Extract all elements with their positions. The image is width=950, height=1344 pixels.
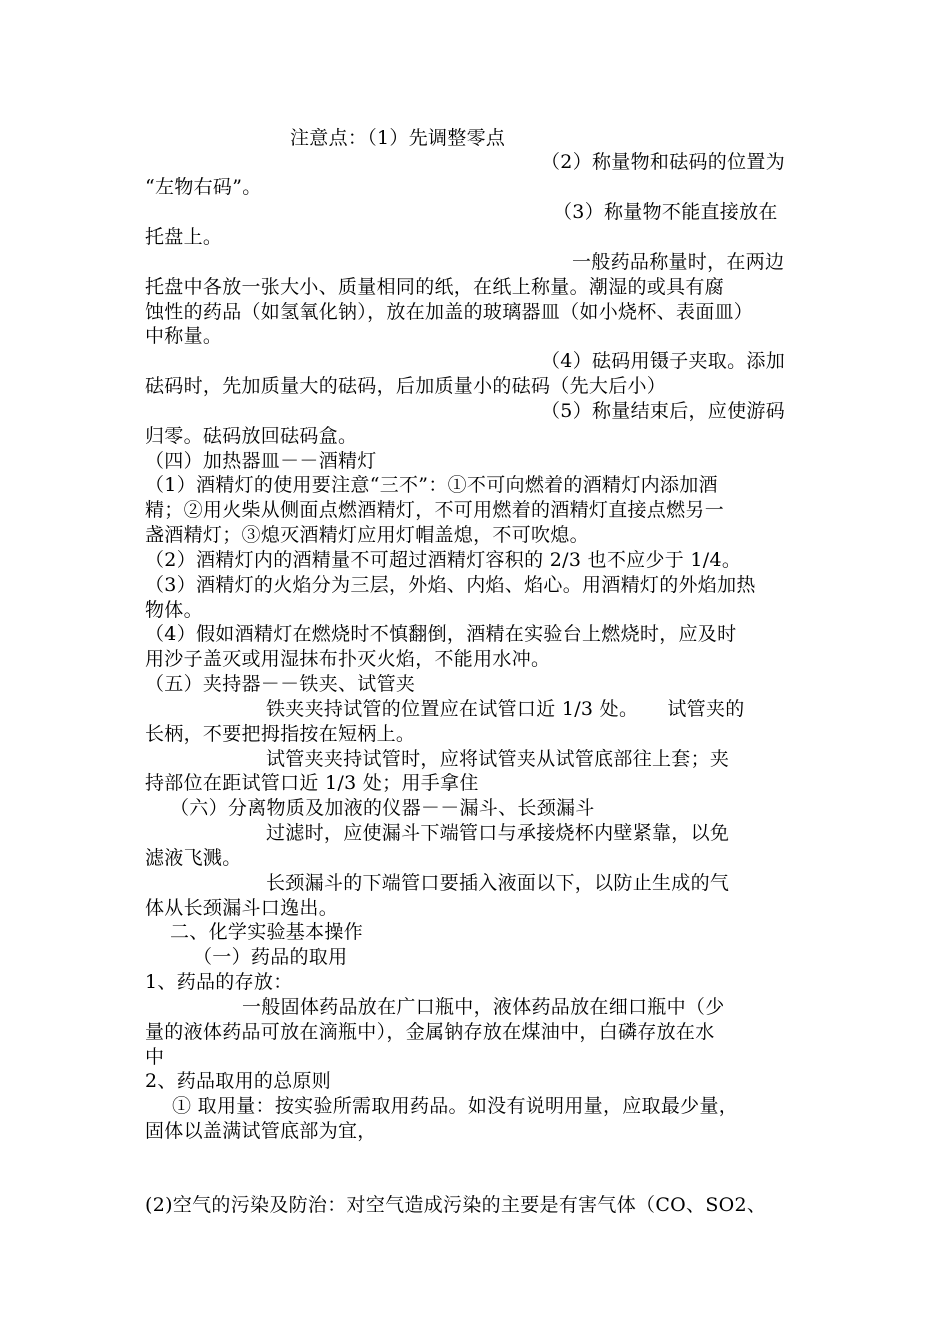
text-line: 滤液飞溅。: [145, 847, 242, 869]
text-line: 二、化学实验基本操作: [170, 921, 364, 943]
text-line: 中称量。: [145, 325, 223, 347]
text-line: （4）假如酒精灯在燃烧时不慎翻倒，酒精在实验台上燃烧时，应及时: [145, 623, 737, 645]
text-line: 中: [145, 1046, 165, 1068]
text-line: 注意点：（1）先调整零点: [290, 127, 506, 149]
text-line: （2）称量物和砝码的位置为: [541, 151, 785, 173]
text-line: 蚀性的药品（如氢氧化钠），放在加盖的玻璃器皿（如小烧杯、表面皿）: [145, 301, 754, 323]
text-line: 一般药品称量时，在两边: [572, 251, 785, 273]
text-line: （六）分离物质及加液的仪器－－漏斗、长颈漏斗: [170, 797, 595, 819]
text-line: （4）砝码用镊子夹取。添加: [541, 350, 785, 372]
text-line: （3）称量物不能直接放在: [553, 201, 778, 223]
text-line: ① 取用量：按实验所需取用药品。如没有说明用量，应取最少量，: [172, 1095, 739, 1117]
text-line: 体从长颈漏斗口逸出。: [145, 897, 339, 919]
text-line: 用沙子盖灭或用湿抹布扑灭火焰，不能用水冲。: [145, 648, 551, 670]
text-line: 归零。砝码放回砝码盒。: [145, 425, 358, 447]
text-line: 长柄，不要把拇指按在短柄上。: [145, 723, 416, 745]
text-line: 固体以盖满试管底部为宜，: [145, 1120, 377, 1142]
text-line: 精；②用火柴从侧面点燃酒精灯，不可用燃着的酒精灯直接点燃另一: [145, 499, 725, 521]
text-line: 过滤时，应使漏斗下端管口与承接烧杯内壁紧靠，以免: [266, 822, 730, 844]
text-line: （四）加热器皿－－酒精灯: [145, 450, 377, 472]
text-line: （1）酒精灯的使用要注意“三不”：①不可向燃着的酒精灯内添加酒: [145, 474, 718, 496]
text-line: 托盘上。: [145, 226, 223, 248]
text-line: （3）酒精灯的火焰分为三层，外焰、内焰、焰心。用酒精灯的外焰加热: [145, 574, 756, 596]
text-line: (2)空气的污染及防治：对空气造成污染的主要是有害气体（CO、SO2、: [145, 1194, 767, 1216]
text-line: 盏酒精灯；③熄灭酒精灯应用灯帽盖熄，不可吹熄。: [145, 524, 589, 546]
text-line: （五）夹持器－－铁夹、试管夹: [145, 673, 416, 695]
text-line: 1、药品的存放：: [145, 971, 293, 993]
text-line: 持部位在距试管口近 1/3 处；用手拿住: [145, 772, 479, 794]
text-line: 物体。: [145, 599, 203, 621]
text-line: （5）称量结束后，应使游码: [541, 400, 785, 422]
text-line: 长颈漏斗的下端管口要插入液面以下，以防止生成的气: [266, 872, 730, 894]
text-line: （2）酒精灯内的酒精量不可超过酒精灯容积的 2/3 也不应少于 1/4。: [145, 549, 742, 571]
text-line: 试管夹夹持试管时，应将试管夹从试管底部往上套；夹: [266, 748, 730, 770]
text-line: 2、药品取用的总原则: [145, 1070, 332, 1092]
text-line: 量的液体药品可放在滴瓶中），金属钠存放在煤油中，白磷存放在水: [145, 1021, 715, 1043]
text-line: “左物右码”。: [145, 176, 262, 198]
text-line: 一般固体药品放在广口瓶中，液体药品放在细口瓶中（少: [242, 996, 725, 1018]
text-line: 铁夹夹持试管的位置应在试管口近 1/3 处。 试管夹的: [266, 698, 745, 720]
text-line: （一）药品的取用: [193, 946, 348, 968]
text-line: 托盘中各放一张大小、质量相同的纸，在纸上称量。潮湿的或具有腐: [145, 276, 725, 298]
text-line: 砝码时，先加质量大的砝码，后加质量小的砝码（先大后小）: [145, 375, 667, 397]
